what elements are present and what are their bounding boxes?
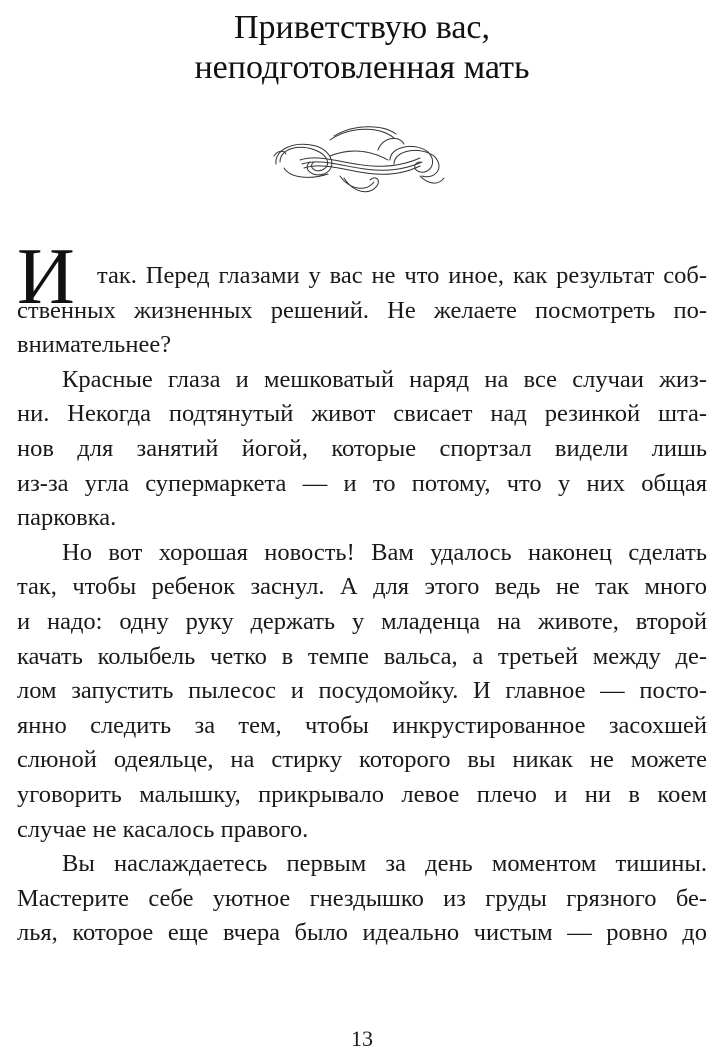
page-number: 13 bbox=[351, 1026, 373, 1051]
flourish-ornament-icon bbox=[270, 120, 450, 202]
text-line: так. Перед глазами у вас не что иное, как результат соб- bbox=[97, 262, 707, 289]
text-line: нов для занятий йогой, которые спортзал видели лишь bbox=[17, 434, 707, 462]
text-line: парковка. bbox=[17, 504, 117, 532]
text-line: Но вот хорошая новость! Вам удалось наконец сделать bbox=[62, 538, 707, 566]
drop-cap: И bbox=[17, 233, 75, 321]
chapter-title-line-2: неподготовленная мать bbox=[194, 49, 530, 86]
text-line: из-за угла супермаркета — и то потому, что у них общая bbox=[17, 469, 707, 497]
text-line: так, чтобы ребенок заснул. А для этого ведь не так много bbox=[17, 573, 707, 601]
text-line: Вы наслаждаетесь первым за день моментом тишины. bbox=[62, 850, 707, 878]
text-line: янно следить за тем, чтобы инкрустированное засохшей bbox=[17, 711, 707, 739]
text-line: ственных жизненных решений. Не желаете посмотреть по- bbox=[17, 296, 707, 324]
body-text bbox=[17, 233, 707, 951]
text-line: Мастерите себе уютное гнездышко из груды грязного бе- bbox=[17, 884, 707, 912]
text-line: уговорить малышку, прикрывало левое плечо и ни в коем bbox=[17, 780, 707, 808]
chapter-title bbox=[0, 8, 724, 88]
text-line: качать колыбель четко в темпе вальса, а третьей между де- bbox=[17, 642, 707, 670]
text-line: и надо: одну руку держать у младенца на животе, второй bbox=[17, 607, 707, 635]
text-line: случае не касалось правого. bbox=[17, 815, 309, 843]
text-line: слюной одеяльце, на стирку которого вы никак не можете bbox=[17, 746, 707, 774]
text-line: Красные глаза и мешковатый наряд на все случаи жиз- bbox=[62, 365, 707, 393]
chapter-title-line-1: Приветствую вас, bbox=[234, 9, 490, 46]
text-line: лья, которое еще вчера было идеально чистым — ровно до bbox=[17, 919, 707, 947]
text-line: ни. Некогда подтянутый живот свисает над резинкой шта- bbox=[17, 400, 707, 428]
text-line: внимательнее? bbox=[17, 331, 172, 359]
text-line: лом запустить пылесос и посудомойку. И главное — посто- bbox=[17, 677, 707, 705]
